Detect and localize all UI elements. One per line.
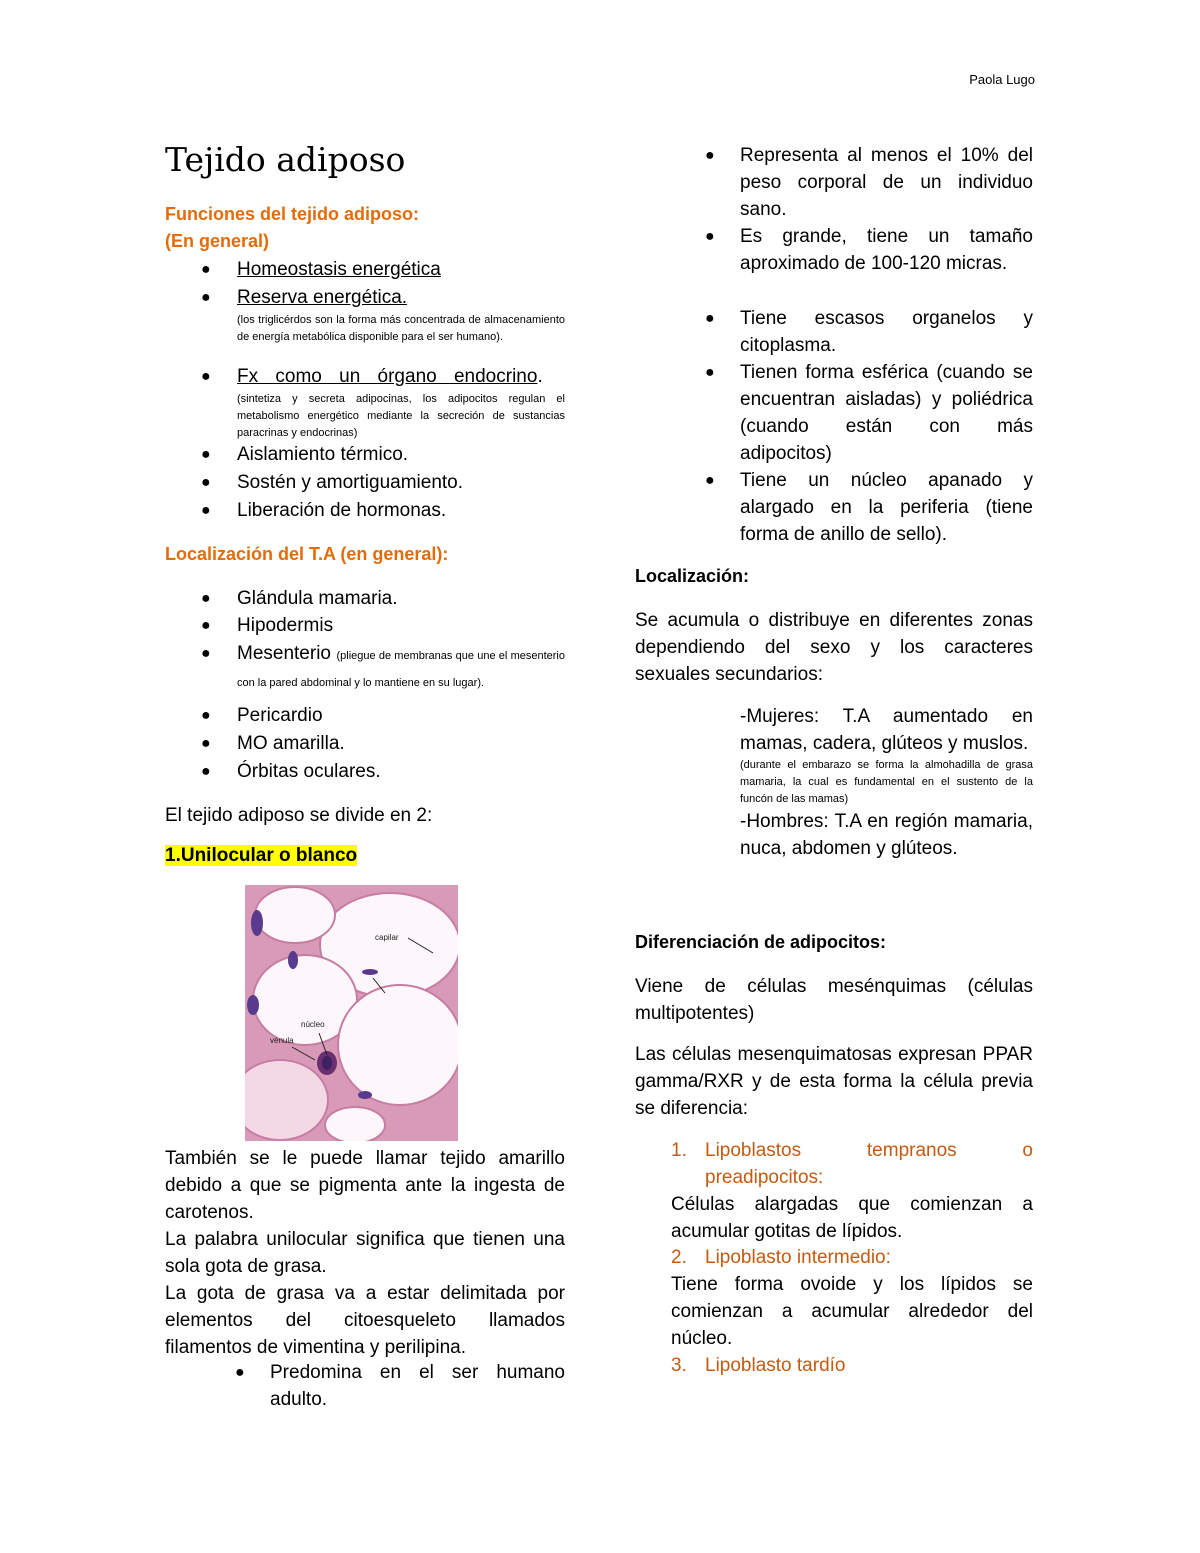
paragraph-1: También se le puede llamar tejido amarillo debido a que se pigmenta ante la ingesta de carotenos. [165,1148,565,1223]
bullet-icon: ● [201,261,211,278]
list-item [165,758,565,785]
item-note: (los triglicérdos son la forma más concentrada de almacenamiento de energía metabólica disponible para el ser humano). [237,314,565,343]
unilocular-heading-text: 1.Unilocular o blanco [165,845,358,866]
bullet-icon: ● [201,617,211,634]
item-label: Homeostasis energética [237,259,441,280]
list-item [165,585,565,612]
differentiation-step-3 [671,1352,1033,1379]
label-capilar: capilar [375,933,399,942]
step-title: Lipoblastos tempranos o preadipocitos: [705,1140,1033,1188]
bullet-icon: ● [235,1364,245,1381]
item-label: Predomina en el ser humano adulto. [270,1362,565,1410]
list-item [165,497,565,524]
step-number: 2. [671,1247,687,1268]
item-label: Reserva energética. [237,287,408,308]
step-number: 3. [671,1355,687,1376]
bullet-icon: ● [705,364,715,381]
list-item [165,256,565,283]
item-label: Pericardio [237,705,323,726]
label-nucleo: núcleo [301,1020,325,1029]
list-item [165,730,565,757]
item-label: Sostén y amortiguamiento. [237,472,464,493]
item-note: (sintetiza y secreta adipocinas, los adipocitos regulan el metabolismo energético mediante la secreción de sustancias paracrinas y endocrinas) [237,393,565,439]
item-label: Hipodermis [237,615,334,636]
bullet-icon: ● [201,645,211,662]
step-title: Lipoblasto intermedio: [705,1247,891,1268]
item-label: Glándula mamaria. [237,588,398,609]
list-item [635,142,1033,223]
women-note: (durante el embarazo se forma la almohadilla de grasa mamaria, la cual es fundamental en el sustento de la funcón de las mamas) [740,759,1033,805]
item-label: Tiene un núcleo apanado y alargado en la periferia (tiene forma de anillo de sello). [740,470,1033,545]
item-label: Es grande, tiene un tamaño aproximado de 100-120 micras. [740,226,1033,274]
item-label: Representa al menos el 10% del peso corporal de un individuo sano. [740,145,1033,220]
bullet-icon: ● [201,502,211,519]
list-item [635,359,1033,467]
women-text: -Mujeres: T.A aumentado en mamas, cadera, glúteos y muslos. [740,706,1033,754]
item-label: Tienen forma esférica (cuando se encuentran aisladas) y poliédrica (cuando están con más adipocitos) [740,362,1033,464]
bullet-icon: ● [201,590,211,607]
functions-heading: Funciones del tejido adiposo: [165,204,420,224]
page-header-author: Paola Lugo [969,72,1035,87]
item-label: MO amarilla. [237,733,345,754]
bullet-icon: ● [201,474,211,491]
location-women [740,703,1033,862]
bullet-icon: ● [201,707,211,724]
item-suffix: . [537,366,543,387]
item-label: Mesenterio [237,643,331,664]
list-item [235,1359,565,1413]
divide-text: El tejido adiposo se divide en 2: [165,805,433,826]
item-label: Fx como un órgano endocrino [237,366,538,387]
location-paragraph: Se acumula o distribuye en diferentes zonas dependiendo del sexo y los caracteres sexuales secundarios: [635,610,1033,685]
list-item [165,469,565,496]
step-text: Células alargadas que comienzan a acumular gotitas de lípidos. [671,1194,1033,1242]
item-label: Tiene escasos organelos y citoplasma. [740,308,1033,356]
list-item [165,702,565,729]
list-item [165,363,565,442]
item-label: Órbitas oculares. [237,761,381,782]
list-item [635,223,1033,277]
bullet-icon: ● [201,368,211,385]
list-item [165,284,565,346]
paragraph-3: La gota de grasa va a estar delimitada por elementos del citoesqueleto llamados filamentos de vimentina y perilipina. [165,1283,565,1358]
step-title: Lipoblasto tardío [705,1355,846,1376]
paragraph-2: La palabra unilocular significa que tienen una sola gota de grasa. [165,1229,565,1277]
label-venula: vénula [270,1036,294,1045]
bullet-icon: ● [201,289,211,306]
unilocular-heading [165,845,357,867]
bullet-icon: ● [705,147,715,164]
bullet-icon: ● [705,472,715,489]
item-label: Liberación de hormonas. [237,500,447,521]
location-general-heading: Localización del T.A (en general): [165,544,449,564]
bullet-icon: ● [705,310,715,327]
differentiation-p2: Las células mesenquimatosas expresan PPAR gamma/RXR y de esta forma la célula previa se diferencia: [635,1044,1033,1119]
list-item [635,467,1033,548]
differentiation-heading: Diferenciación de adipocitos: [635,932,887,952]
bullet-icon: ● [201,735,211,752]
list-item [635,305,1033,359]
men-text: -Hombres: T.A en región mamaria, nuca, abdomen y glúteos. [740,811,1033,859]
list-item [165,612,565,639]
page-title: Tejido adiposo [165,140,406,179]
differentiation-step-1 [671,1137,1033,1245]
unilocular-paragraph [165,1145,565,1361]
bullet-icon: ● [705,228,715,245]
step-number: 1. [671,1140,687,1161]
item-note: (pliegue de membranas que une el mesenterio con la pared abdominal y lo mantiene en su lugar). [237,650,565,689]
list-item [165,441,565,468]
differentiation-p1: Viene de células mesénquimas (células multipotentes) [635,976,1033,1024]
adipose-micrograph [245,885,458,1141]
location-heading: Localización: [635,566,750,586]
item-label: Aislamiento térmico. [237,444,409,465]
bullet-icon: ● [201,763,211,780]
functions-subheading: (En general) [165,231,270,251]
bullet-icon: ● [201,446,211,463]
step-text: Tiene forma ovoide y los lípidos se comienzan a acumular alrededor del núcleo. [671,1274,1033,1349]
list-item [165,640,565,694]
differentiation-step-2 [671,1244,1033,1352]
